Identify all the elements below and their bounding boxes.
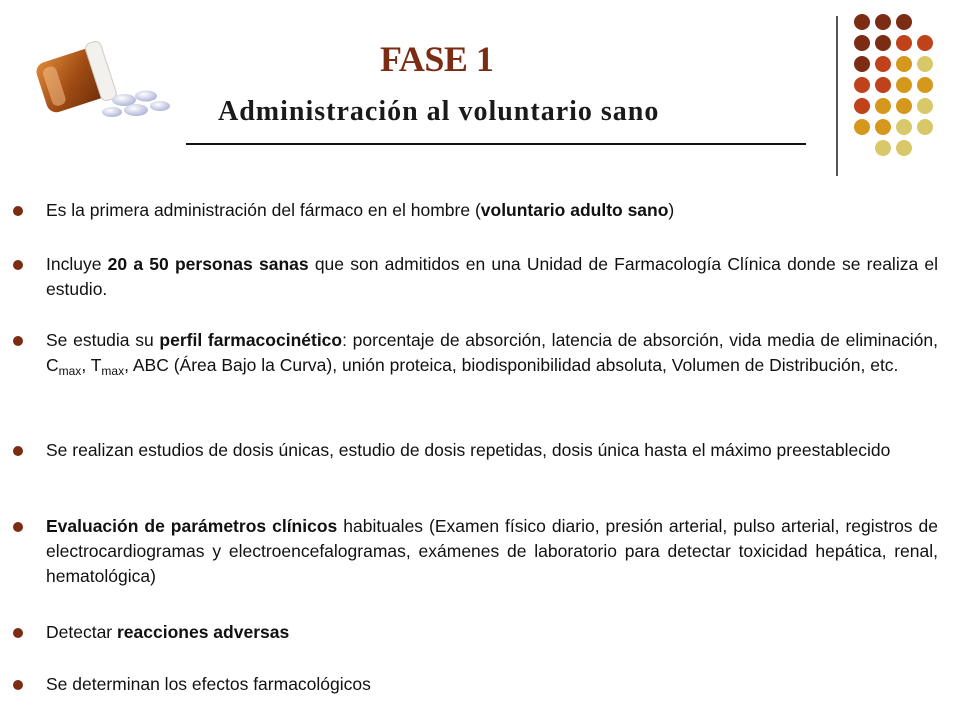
- bullet-item: [46, 328, 938, 378]
- bullet-subscript: max: [101, 364, 125, 378]
- bullet-text: Se estudia su: [46, 330, 160, 350]
- dot-grid-icon: [850, 10, 950, 160]
- vertical-divider: [836, 16, 838, 176]
- bullet-subscript: max: [58, 364, 82, 378]
- decor-dot: [875, 56, 891, 72]
- bullet-item: [46, 252, 938, 302]
- bullet-emphasis: 20 a 50 personas sanas: [107, 254, 309, 274]
- decor-dot: [854, 14, 870, 30]
- bullet-text: Se realizan estudios de dosis únicas, estudio de dosis repetidas, dosis única hasta el máximo preestablecido: [46, 440, 891, 460]
- bullet-item: [46, 438, 938, 463]
- title-underline: [186, 143, 806, 145]
- bullet-text: ): [668, 200, 675, 220]
- bullet-item: [46, 620, 938, 645]
- decor-dot: [854, 35, 870, 51]
- decor-dot: [854, 98, 870, 114]
- pill-bottle-icon: [28, 34, 178, 124]
- bullet-text: habituales (Examen físico diario, presión arterial, pulso arterial, registros de electrocardiogramas y electroencefalogramas, exámenes de laboratorio para detectar toxicidad hepática, renal, hematológica): [46, 516, 939, 586]
- bullet-emphasis: voluntario adulto sano: [480, 200, 669, 220]
- decor-dot: [875, 119, 891, 135]
- bullet-emphasis: perfil farmacocinético: [159, 330, 343, 350]
- decor-dot: [854, 119, 870, 135]
- slide-subtitle: Administración al voluntario sano: [218, 96, 660, 127]
- bullet-item: [46, 198, 938, 223]
- decor-dot: [854, 77, 870, 93]
- decor-dot: [875, 140, 891, 156]
- decor-dot: [875, 35, 891, 51]
- bullet-text: Incluye: [46, 254, 108, 274]
- decor-dot: [896, 77, 912, 93]
- decor-dot: [896, 98, 912, 114]
- bullet-emphasis: Evaluación de parámetros clínicos: [46, 516, 338, 536]
- bullet-text: , ABC (Área Bajo la Curva), unión proteica, biodisponibilidad absoluta, Volumen de Distribución, etc.: [124, 355, 899, 375]
- decor-dot: [896, 56, 912, 72]
- decor-dot: [917, 35, 933, 51]
- decor-dot: [896, 119, 912, 135]
- decor-dot: [896, 35, 912, 51]
- bullet-text: Detectar: [46, 622, 117, 642]
- decor-dot: [875, 98, 891, 114]
- bullet-text: Es la primera administración del fármaco en el hombre (: [46, 200, 481, 220]
- bullet-emphasis: reacciones adversas: [117, 622, 290, 642]
- bullet-text: : porcentaje de absorción, latencia de absorción, vida media de eliminación, C: [46, 330, 938, 375]
- decor-dot: [896, 14, 912, 30]
- decor-dot: [896, 140, 912, 156]
- decor-dot: [917, 77, 933, 93]
- decor-dot: [917, 56, 933, 72]
- decor-dot: [917, 98, 933, 114]
- slide-title: FASE 1: [380, 39, 494, 79]
- decor-dot: [917, 119, 933, 135]
- decor-dot: [875, 14, 891, 30]
- bullet-item: [46, 672, 938, 697]
- bullet-text: , T: [81, 355, 102, 375]
- decor-dot: [854, 56, 870, 72]
- bullet-text: Se determinan los efectos farmacológicos: [46, 674, 371, 694]
- bullet-text: que son admitidos en una Unidad de Farmacología Clínica donde se realiza el estudio.: [46, 254, 939, 299]
- decor-dot: [875, 77, 891, 93]
- bullet-item: [46, 514, 938, 589]
